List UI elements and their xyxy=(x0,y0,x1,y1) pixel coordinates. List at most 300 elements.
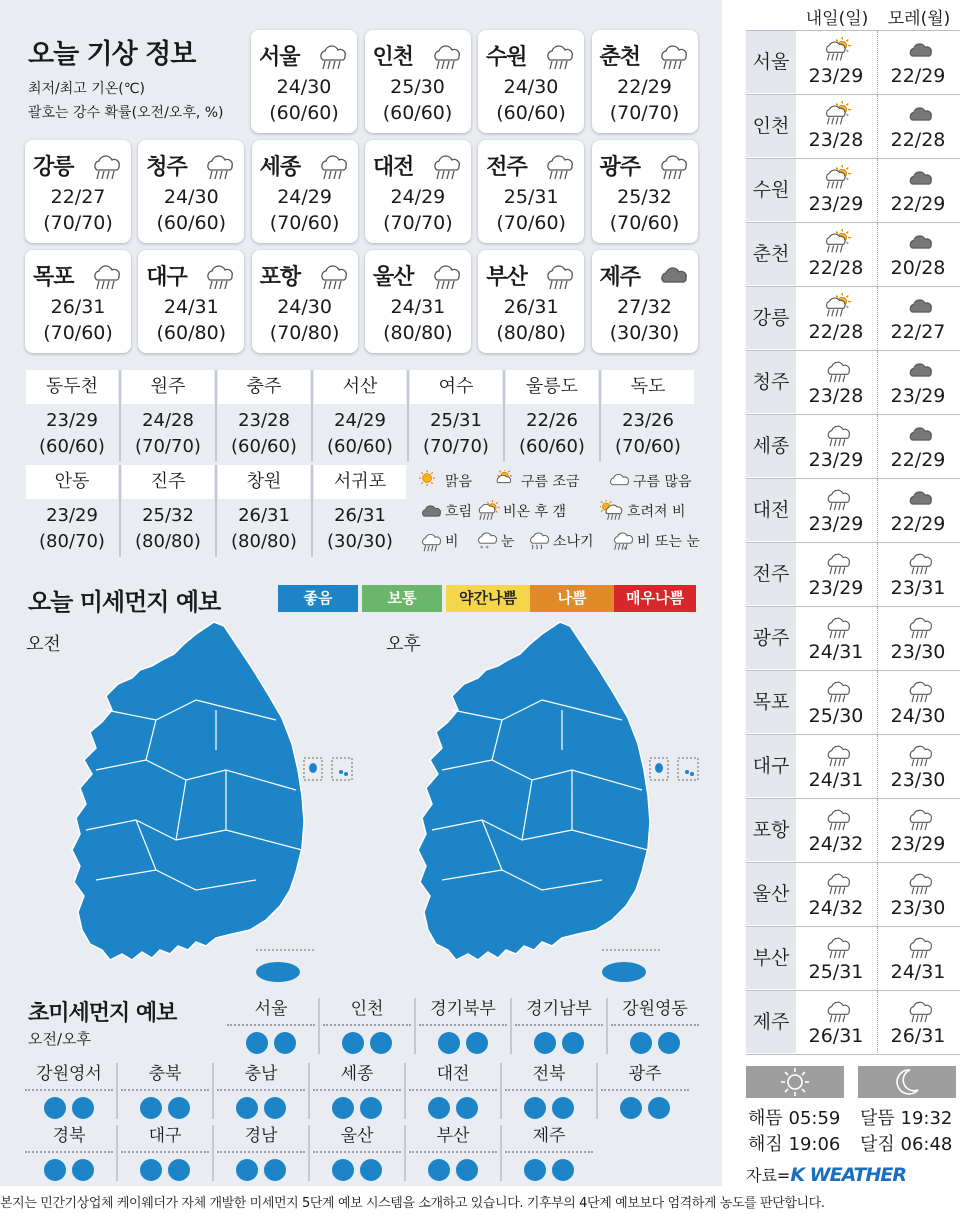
outlook-row xyxy=(746,414,960,477)
divider xyxy=(503,370,505,462)
rain-icon xyxy=(821,549,853,575)
ultrafine-region-name: 충남 xyxy=(217,1063,305,1091)
rain-icon xyxy=(903,997,935,1023)
ultrafine-region-name: 강원영동 xyxy=(611,998,699,1026)
rain-icon xyxy=(540,260,576,290)
divider xyxy=(606,998,608,1054)
moonset: 달짐 06:48 xyxy=(860,1134,953,1155)
small-city xyxy=(506,370,598,460)
pm-level-dot xyxy=(370,1032,392,1054)
pm-level-dot xyxy=(72,1159,94,1181)
pm-level-dot xyxy=(360,1097,382,1119)
am-level-dot xyxy=(236,1097,258,1119)
small-city-precip: (70/60) xyxy=(615,436,681,457)
cloudy-icon xyxy=(903,293,935,319)
city-name: 포항 xyxy=(259,265,301,290)
outlook-temp-tomorrow: 25/30 xyxy=(808,705,864,727)
outlook-row xyxy=(746,542,960,605)
sunny-icon xyxy=(418,470,442,492)
outlook-temp-tomorrow: 23/29 xyxy=(808,449,864,471)
icon-legend-label: 흐림 xyxy=(445,504,473,520)
city-temp: 24/30 xyxy=(277,296,332,318)
outlook-temp-tomorrow: 23/28 xyxy=(808,129,864,151)
ultrafine-region xyxy=(505,1063,593,1119)
icon-legend-label: 눈 xyxy=(501,534,515,550)
small-city xyxy=(218,370,310,460)
outlook-row xyxy=(746,734,960,797)
pm-level-dot xyxy=(648,1097,670,1119)
ultrafine-region xyxy=(515,998,603,1054)
dust-map-pm xyxy=(412,620,712,990)
icon-legend-item xyxy=(606,470,692,492)
divider xyxy=(119,370,121,462)
rain-icon xyxy=(903,677,935,703)
city-name: 목포 xyxy=(33,265,74,290)
outlook-row xyxy=(746,478,960,541)
pm-level-dot xyxy=(562,1032,584,1054)
city-card xyxy=(478,140,584,243)
pm-level-dot xyxy=(360,1159,382,1181)
divider xyxy=(414,998,416,1054)
outlook-temp-tomorrow: 22/28 xyxy=(808,257,864,279)
rainclear-icon xyxy=(821,293,853,319)
ultrafine-region xyxy=(313,1125,401,1181)
small-city-precip: (30/30) xyxy=(327,531,393,552)
small-city-temp: 23/28 xyxy=(238,410,290,431)
am-level-dot xyxy=(524,1159,546,1181)
dust-level-legend: 좋음 xyxy=(278,585,358,612)
small-city xyxy=(410,370,502,460)
outlook-city: 수원 xyxy=(746,159,796,221)
icon-legend-item xyxy=(494,470,580,492)
icon-legend-item xyxy=(600,500,686,522)
ultrafine-region-name: 충북 xyxy=(121,1063,209,1091)
outlook-temp-dayafter: 23/30 xyxy=(890,897,946,919)
small-city-temp: 25/32 xyxy=(142,505,194,526)
divider xyxy=(407,370,409,462)
dust-level-legend: 보통 xyxy=(362,585,442,612)
city-precip: (70/60) xyxy=(609,212,680,234)
small-city-temp: 26/31 xyxy=(238,505,290,526)
small-city xyxy=(26,465,118,555)
pm-level-dot xyxy=(168,1097,190,1119)
rain-icon xyxy=(821,741,853,767)
outlook-row xyxy=(746,990,960,1053)
rain-icon xyxy=(418,530,442,552)
am-level-dot xyxy=(438,1032,460,1054)
clearing-icon xyxy=(476,500,500,522)
city-card xyxy=(592,30,698,133)
rain-icon xyxy=(87,150,123,180)
ultrafine-region xyxy=(505,1125,593,1181)
ultrafine-region xyxy=(419,998,507,1054)
ultrafine-region-name: 대구 xyxy=(121,1125,209,1153)
city-temp: 24/31 xyxy=(390,296,446,318)
outlook-temp-dayafter: 22/29 xyxy=(890,193,946,215)
divider xyxy=(500,1125,502,1181)
city-name: 서울 xyxy=(259,45,300,70)
divider xyxy=(308,1125,310,1181)
ultrafine-region-name: 세종 xyxy=(313,1063,401,1091)
small-city-name: 안동 xyxy=(26,465,118,499)
am-level-dot xyxy=(428,1159,450,1181)
ultrafine-title: 초미세먼지 예보 xyxy=(28,1001,177,1026)
ultrafine-region-name: 대전 xyxy=(409,1063,497,1091)
outlook-temp-tomorrow: 24/32 xyxy=(808,897,864,919)
rain-icon xyxy=(314,150,350,180)
rain-icon xyxy=(314,260,350,290)
small-city-temp: 24/29 xyxy=(334,410,386,431)
city-precip: (60/80) xyxy=(156,322,227,344)
outlook-temp-tomorrow: 23/29 xyxy=(808,65,864,87)
outlook-temp-dayafter: 23/29 xyxy=(890,385,946,407)
small-city-temp: 25/31 xyxy=(430,410,482,431)
ultrafine-region xyxy=(313,1063,401,1119)
city-temp: 26/31 xyxy=(50,296,106,318)
outlook-temp-dayafter: 22/28 xyxy=(890,129,946,151)
city-temp: 26/31 xyxy=(503,296,559,318)
city-precip: (70/70) xyxy=(383,212,453,234)
rain-icon xyxy=(540,40,576,70)
rain-icon xyxy=(821,677,853,703)
small-city-precip: (80/80) xyxy=(231,531,297,552)
rain-icon xyxy=(903,741,935,767)
divider xyxy=(215,370,217,462)
outlook-row xyxy=(746,222,960,285)
city-temp: 25/32 xyxy=(617,186,672,208)
small-city-name: 원주 xyxy=(122,370,214,404)
city-card xyxy=(25,250,131,353)
am-level-dot xyxy=(332,1097,354,1119)
city-precip: (70/60) xyxy=(269,212,340,234)
rain-icon xyxy=(821,997,853,1023)
rain-icon xyxy=(427,260,463,290)
rain-icon xyxy=(821,485,853,511)
ultrafine-region-name: 서울 xyxy=(227,998,315,1026)
small-city xyxy=(122,465,214,555)
divider xyxy=(311,465,313,557)
outlook-temp-dayafter: 22/29 xyxy=(890,65,946,87)
city-precip: (70/70) xyxy=(609,102,680,124)
city-precip: (60/60) xyxy=(382,102,453,124)
rain-icon xyxy=(200,150,236,180)
dust-title: 오늘 미세먼지 예보 xyxy=(28,588,221,616)
city-temp: 24/29 xyxy=(390,186,446,208)
small-city-name: 창원 xyxy=(218,465,310,499)
outlook-row xyxy=(746,670,960,733)
outlook-city: 세종 xyxy=(746,415,796,477)
outlook-city: 광주 xyxy=(746,607,796,669)
small-city-precip: (60/60) xyxy=(231,436,297,457)
partly-icon xyxy=(494,470,518,492)
icon-legend-label: 구름 많음 xyxy=(633,474,692,490)
am-level-dot xyxy=(620,1097,642,1119)
city-card xyxy=(252,250,358,353)
pm-level-dot xyxy=(274,1032,296,1054)
ultrafine-region xyxy=(121,1125,209,1181)
city-precip: (60/60) xyxy=(496,102,566,124)
city-name: 대전 xyxy=(372,155,414,180)
city-precip: (70/60) xyxy=(43,322,113,344)
outlook-city: 강릉 xyxy=(746,287,796,349)
city-card xyxy=(25,140,131,243)
small-city-name: 여수 xyxy=(410,370,502,404)
city-card xyxy=(365,250,471,353)
source-prefix: 자료= xyxy=(746,1166,791,1185)
small-city-temp: 22/26 xyxy=(526,410,578,431)
icon-legend-label: 맑음 xyxy=(445,474,473,490)
small-city-name: 독도 xyxy=(602,370,694,404)
small-city-temp: 23/29 xyxy=(46,505,98,526)
city-temp: 24/30 xyxy=(276,76,332,98)
outlook-temp-tomorrow: 24/32 xyxy=(808,833,864,855)
rain-icon xyxy=(821,869,853,895)
ultrafine-region xyxy=(217,1125,305,1181)
moon-icon xyxy=(858,1066,956,1098)
am-level-dot xyxy=(236,1159,258,1181)
icon-legend-label: 구름 조금 xyxy=(521,474,580,490)
rain-icon xyxy=(427,40,463,70)
mostly-icon xyxy=(606,470,630,492)
rain-icon xyxy=(87,260,123,290)
precip-note: 괄호는 강수 확률(오전/오후, %) xyxy=(28,105,224,121)
divider xyxy=(119,465,121,557)
outlook-temp-dayafter: 24/30 xyxy=(890,705,946,727)
ultrafine-region xyxy=(601,1063,689,1119)
small-city-precip: (60/60) xyxy=(519,436,585,457)
rain-icon xyxy=(540,150,576,180)
outlook-temp-tomorrow: 24/31 xyxy=(808,641,864,663)
city-card xyxy=(365,140,471,243)
small-city-precip: (70/70) xyxy=(423,436,489,457)
outlook-temp-tomorrow: 24/31 xyxy=(808,769,864,791)
rain-icon xyxy=(313,40,349,70)
cloudy-icon xyxy=(903,229,935,255)
cloudy-icon xyxy=(418,500,442,522)
city-precip: (30/30) xyxy=(609,322,680,344)
divider xyxy=(212,1063,214,1119)
divider xyxy=(510,998,512,1054)
ultrafine-region xyxy=(25,1063,113,1119)
pm-level-dot xyxy=(456,1159,478,1181)
outlook-city: 청주 xyxy=(746,351,796,413)
outlook-temp-tomorrow: 23/29 xyxy=(808,513,864,535)
icon-legend-item xyxy=(526,530,594,552)
cloudy-icon xyxy=(903,485,935,511)
small-city-name: 서산 xyxy=(314,370,406,404)
cloudy-icon xyxy=(903,421,935,447)
city-name: 부산 xyxy=(486,265,527,290)
outlook-city: 목포 xyxy=(746,671,796,733)
outlook-row xyxy=(746,94,960,157)
small-city-temp: 23/29 xyxy=(46,410,98,431)
rainclear-icon xyxy=(821,37,853,63)
ultrafine-region xyxy=(323,998,411,1054)
ultrafine-region-name: 광주 xyxy=(601,1063,689,1091)
outlook-temp-tomorrow: 22/28 xyxy=(808,321,864,343)
rain-icon xyxy=(821,613,853,639)
rainclear-icon xyxy=(821,229,853,255)
divider xyxy=(116,1125,118,1181)
outlook-temp-tomorrow: 25/31 xyxy=(808,961,864,983)
am-level-dot xyxy=(140,1159,162,1181)
small-city xyxy=(26,370,118,460)
divider xyxy=(311,370,313,462)
pm-level-dot xyxy=(264,1159,286,1181)
ultrafine-region-name: 경기북부 xyxy=(419,998,507,1026)
rain-icon xyxy=(903,805,935,831)
divider xyxy=(215,465,217,557)
icon-legend-label: 소나기 xyxy=(553,534,594,550)
rainclear-icon xyxy=(821,165,853,191)
divider xyxy=(212,1125,214,1181)
cloudy-icon xyxy=(654,260,690,290)
rain-icon xyxy=(903,933,935,959)
am-level-dot xyxy=(534,1032,556,1054)
ultrafine-region xyxy=(121,1063,209,1119)
ultrafine-sub: 오전/오후 xyxy=(28,1030,92,1048)
outlook-row xyxy=(746,606,960,669)
small-city-temp: 23/26 xyxy=(622,410,674,431)
pm-map-label: 오후 xyxy=(386,634,421,655)
pm-level-dot xyxy=(466,1032,488,1054)
divider xyxy=(318,998,320,1054)
divider xyxy=(596,1063,598,1119)
outlook-temp-dayafter: 23/30 xyxy=(890,641,946,663)
am-level-dot xyxy=(246,1032,268,1054)
temp-note: 최저/최고 기온(℃) xyxy=(28,81,145,97)
small-city-name: 진주 xyxy=(122,465,214,499)
rain-icon xyxy=(654,150,690,180)
sun-icon xyxy=(746,1066,844,1098)
small-city xyxy=(218,465,310,555)
rain-icon xyxy=(821,421,853,447)
city-temp: 22/29 xyxy=(617,76,672,98)
outlook-temp-dayafter: 26/31 xyxy=(890,1025,946,1047)
city-precip: (70/70) xyxy=(43,212,113,234)
kweather-logo: K WEATHER xyxy=(790,1164,906,1186)
icon-legend-label: 비온 후 갬 xyxy=(503,504,566,520)
outlook-temp-dayafter: 24/31 xyxy=(890,961,946,983)
small-city-precip: (80/70) xyxy=(39,531,105,552)
am-level-dot xyxy=(332,1159,354,1181)
outlook-temp-dayafter: 22/29 xyxy=(890,513,946,535)
dust-level-legend: 약간나쁨 xyxy=(446,585,530,612)
icon-legend-item xyxy=(418,500,472,522)
shower-icon xyxy=(526,530,550,552)
outlook-temp-tomorrow: 23/29 xyxy=(808,193,864,215)
ultrafine-region-name: 경기남부 xyxy=(515,998,603,1026)
outlook-city: 울산 xyxy=(746,863,796,925)
city-card xyxy=(251,30,357,133)
small-city-precip: (80/80) xyxy=(135,531,201,552)
pm-level-dot xyxy=(168,1159,190,1181)
ultrafine-region-name: 인천 xyxy=(323,998,411,1026)
cloudy-icon xyxy=(903,165,935,191)
sunset: 해짐 19:06 xyxy=(748,1134,841,1155)
cloudy-icon xyxy=(903,357,935,383)
icon-legend-item xyxy=(476,500,566,522)
city-card xyxy=(138,140,244,243)
small-city xyxy=(602,370,694,460)
am-level-dot xyxy=(44,1159,66,1181)
outlook-city: 포항 xyxy=(746,799,796,861)
outlook-temp-dayafter: 23/30 xyxy=(890,769,946,791)
outlook-city: 부산 xyxy=(746,927,796,989)
city-precip: (70/80) xyxy=(269,322,340,344)
rainclear-icon xyxy=(821,101,853,127)
city-temp: 25/31 xyxy=(503,186,559,208)
am-level-dot xyxy=(342,1032,364,1054)
rain-icon xyxy=(903,613,935,639)
cloudy-icon xyxy=(903,101,935,127)
icon-legend-label: 비 xyxy=(445,534,459,550)
divider xyxy=(308,1063,310,1119)
outlook-city: 춘천 xyxy=(746,223,796,285)
city-card xyxy=(478,250,584,353)
pm-level-dot xyxy=(264,1097,286,1119)
outlook-temp-dayafter: 20/28 xyxy=(890,257,946,279)
small-city-name: 동두천 xyxy=(26,370,118,404)
city-name: 세종 xyxy=(259,155,301,180)
rain-icon xyxy=(654,40,690,70)
outlook-city: 서울 xyxy=(746,31,796,93)
city-precip: (60/60) xyxy=(156,212,227,234)
pm-level-dot xyxy=(456,1097,478,1119)
outlook-col-dayafter: 모레(월) xyxy=(887,9,951,29)
outlook-city: 전주 xyxy=(746,543,796,605)
am-level-dot xyxy=(44,1097,66,1119)
icon-legend-item xyxy=(474,530,515,552)
city-temp: 24/29 xyxy=(277,186,332,208)
city-name: 강릉 xyxy=(33,155,74,180)
city-name: 청주 xyxy=(146,155,187,180)
ultrafine-region xyxy=(217,1063,305,1119)
dust-level-legend: 매우나쁨 xyxy=(614,585,696,612)
pm-level-dot xyxy=(552,1159,574,1181)
divider xyxy=(404,1063,406,1119)
svg-text:* *: * * xyxy=(480,544,489,552)
ultrafine-region xyxy=(611,998,699,1054)
small-city xyxy=(314,465,406,555)
outlook-row xyxy=(746,158,960,221)
rain-icon xyxy=(821,357,853,383)
rainlater-icon xyxy=(600,500,624,522)
small-city-name: 서귀포 xyxy=(314,465,406,499)
outlook-city: 제주 xyxy=(746,991,796,1053)
snow-icon xyxy=(474,530,498,552)
city-temp: 24/30 xyxy=(503,76,559,98)
divider xyxy=(404,1125,406,1181)
city-temp: 22/27 xyxy=(50,186,106,208)
divider xyxy=(746,1054,960,1055)
small-city-temp: 26/31 xyxy=(334,505,386,526)
small-city-precip: (70/70) xyxy=(135,436,201,457)
outlook-city: 인천 xyxy=(746,95,796,157)
city-name: 울산 xyxy=(372,265,414,290)
ultrafine-region xyxy=(409,1125,497,1181)
icon-legend-item xyxy=(418,530,459,552)
outlook-city: 대전 xyxy=(746,479,796,541)
divider xyxy=(599,370,601,462)
outlook-row xyxy=(746,862,960,925)
dust-level-legend: 나쁨 xyxy=(530,585,614,612)
city-temp: 27/32 xyxy=(617,296,672,318)
city-precip: (80/80) xyxy=(496,322,566,344)
outlook-temp-tomorrow: 26/31 xyxy=(808,1025,864,1047)
ultrafine-region-name: 울산 xyxy=(313,1125,401,1153)
outlook-temp-tomorrow: 23/28 xyxy=(808,385,864,407)
